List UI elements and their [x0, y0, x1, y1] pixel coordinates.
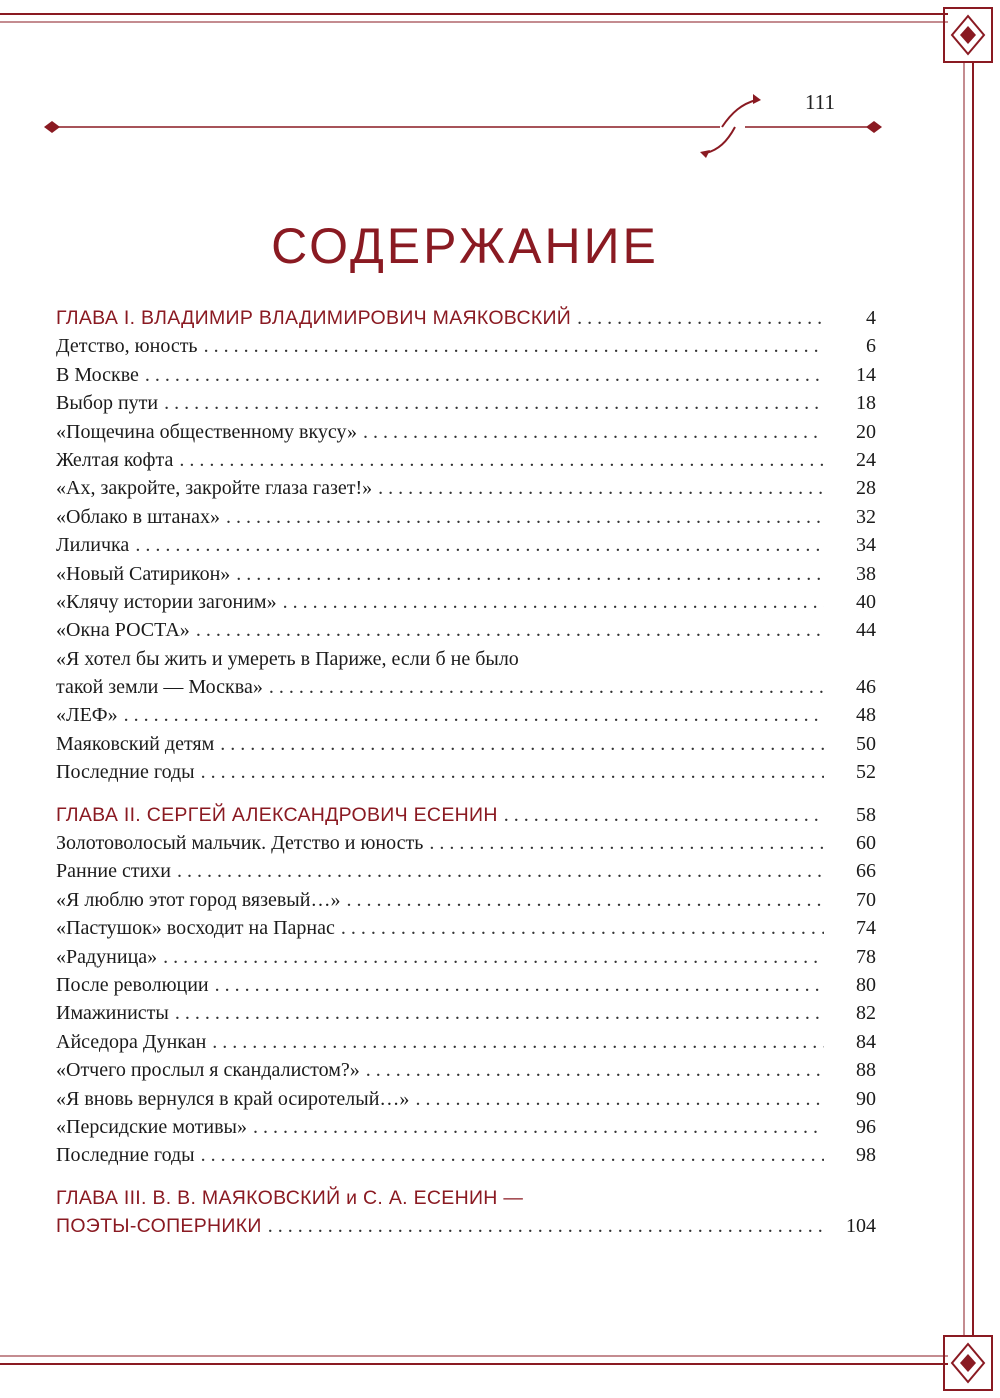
- dot-leader: [135, 531, 824, 559]
- toc-item-label: Маяковский детям: [56, 732, 215, 755]
- toc-item-label: В Москве: [56, 363, 139, 386]
- toc-item[interactable]: [56, 418, 876, 446]
- toc-item[interactable]: [56, 446, 876, 474]
- toc-item-label: «Персидские мотивы»: [56, 1115, 247, 1138]
- toc-item[interactable]: [56, 588, 876, 616]
- page-ref: 90: [856, 1087, 876, 1110]
- page-ref: 14: [856, 363, 876, 386]
- dot-leader: [145, 361, 824, 389]
- page-ref: 78: [856, 945, 876, 968]
- toc-item-label: «Пощечина общественному вкусу»: [56, 420, 358, 443]
- toc-chapter-3-line1[interactable]: ГЛАВА III. В. В. МАЯКОВСКИЙ и С. А. ЕСЕНИН —: [56, 1186, 524, 1209]
- toc-item[interactable]: [56, 943, 876, 971]
- page-ref: 58: [856, 803, 876, 826]
- page-ref: 38: [856, 562, 876, 585]
- page-ref: 48: [856, 704, 876, 727]
- page-ref: 82: [856, 1002, 876, 1025]
- toc-item[interactable]: [56, 361, 876, 389]
- section-gap: [56, 1170, 876, 1184]
- page-ref: 44: [856, 619, 876, 642]
- chapter-title: ГЛАВА II. СЕРГЕЙ АЛЕКСАНДРОВИЧ ЕСЕНИН: [56, 803, 498, 826]
- toc-item-label: «Пастушок» восходит на Парнас: [56, 917, 335, 940]
- page-ref: 60: [856, 832, 876, 855]
- toc-item-label: Детство, юность: [56, 335, 198, 358]
- toc-item[interactable]: [56, 389, 876, 417]
- page-ref: 6: [866, 335, 876, 358]
- page-ref: 74: [856, 917, 876, 940]
- toc-item[interactable]: [56, 503, 876, 531]
- dot-leader: [268, 1212, 824, 1240]
- toc-item-label: «Радуница»: [56, 945, 158, 968]
- page-ref: 4: [866, 307, 876, 329]
- toc-item[interactable]: [56, 886, 876, 914]
- dot-leader: [577, 304, 824, 332]
- page-ref: 88: [856, 1059, 876, 1082]
- dot-leader: [179, 446, 824, 474]
- page-ref: 32: [856, 505, 876, 528]
- dot-leader: [341, 914, 824, 942]
- page-ref: 46: [856, 676, 876, 699]
- dot-leader: [212, 1028, 824, 1056]
- page-ref: 80: [856, 973, 876, 996]
- dot-leader: [226, 503, 824, 531]
- toc-item[interactable]: [56, 701, 876, 729]
- toc-item-label: Ранние стихи: [56, 860, 172, 883]
- dot-leader: [204, 332, 824, 360]
- page-ref: 24: [856, 448, 876, 471]
- dot-leader: [124, 701, 824, 729]
- dot-leader: [236, 560, 824, 588]
- toc-item-label: Лиличка: [56, 534, 130, 557]
- page-ref: 70: [856, 888, 876, 911]
- toc-item-label: Золотоволосый мальчик. Детство и юность: [56, 832, 424, 855]
- page-ref: 50: [856, 732, 876, 755]
- page-number: 111: [805, 90, 835, 114]
- dot-leader: [215, 971, 824, 999]
- toc-item[interactable]: [56, 829, 876, 857]
- dot-leader: [201, 1141, 824, 1169]
- toc-item-label: «Клячу истории загоним»: [56, 590, 277, 613]
- dot-leader: [177, 857, 824, 885]
- toc-item[interactable]: [56, 474, 876, 502]
- dot-leader: [378, 474, 824, 502]
- dot-leader: [163, 943, 824, 971]
- page-ref: 84: [856, 1030, 876, 1053]
- dot-leader: [269, 673, 824, 701]
- dot-leader: [363, 418, 824, 446]
- toc-item-label: «ЛЕФ»: [56, 704, 118, 727]
- page-ref: 98: [856, 1144, 876, 1167]
- dot-leader: [220, 730, 824, 758]
- toc-item[interactable]: [56, 999, 876, 1027]
- page-ref: 104: [846, 1215, 876, 1238]
- toc-item-label: «Новый Сатирикон»: [56, 562, 231, 585]
- toc-item[interactable]: [56, 758, 876, 786]
- toc-chapter-1[interactable]: [56, 304, 876, 332]
- toc-item-label: «Я вновь вернулся в край осиротелый…»: [56, 1087, 410, 1110]
- toc-item[interactable]: [56, 914, 876, 942]
- dot-leader: [175, 999, 824, 1027]
- toc-item[interactable]: [56, 857, 876, 885]
- toc-item[interactable]: [56, 1085, 876, 1113]
- page-ref: 18: [856, 392, 876, 415]
- toc-item-label: Айседора Дункан: [56, 1030, 207, 1053]
- toc-item[interactable]: [56, 560, 876, 588]
- dot-leader: [415, 1085, 824, 1113]
- toc-item-paris[interactable]: [56, 673, 876, 701]
- toc-item[interactable]: [56, 1113, 876, 1141]
- page-ref: 40: [856, 590, 876, 613]
- section-gap: [56, 787, 876, 801]
- toc-item-label: «Отчего прослыл я скандалистом?»: [56, 1059, 360, 1082]
- toc-item[interactable]: [56, 1056, 876, 1084]
- dot-leader: [253, 1113, 824, 1141]
- dot-leader: [164, 389, 824, 417]
- toc-item-label: После революции: [56, 973, 209, 996]
- toc-item-label: Последние годы: [56, 1144, 195, 1167]
- dot-leader: [366, 1056, 824, 1084]
- toc-item[interactable]: [56, 971, 876, 999]
- page-ref: 34: [856, 534, 876, 557]
- toc-chapter-2[interactable]: [56, 801, 876, 829]
- chapter-title: ГЛАВА I. ВЛАДИМИР ВЛАДИМИРОВИЧ МАЯКОВСКИЙ: [56, 307, 572, 329]
- dot-leader: [196, 616, 824, 644]
- toc-item-label: Выбор пути: [56, 392, 159, 415]
- page-title: СОДЕРЖАНИЕ: [271, 217, 659, 274]
- page-ref: 66: [856, 860, 876, 883]
- toc-item[interactable]: [56, 531, 876, 559]
- dot-leader: [283, 588, 824, 616]
- toc-chapter-3[interactable]: [56, 1212, 876, 1240]
- toc-item[interactable]: [56, 730, 876, 758]
- toc-item-label: «Облако в штанах»: [56, 505, 220, 528]
- toc-item[interactable]: [56, 1028, 876, 1056]
- toc-item-label: Имажинисты: [56, 1002, 169, 1025]
- dot-leader: [429, 829, 824, 857]
- toc-item-label: «Окна РОСТА»: [56, 619, 190, 642]
- chapter-title: ПОЭТЫ-СОПЕРНИКИ: [56, 1215, 262, 1238]
- dot-leader: [201, 758, 824, 786]
- toc-item-paris-line1[interactable]: «Я хотел бы жить и умереть в Париже, если б не было: [56, 647, 519, 670]
- toc-item-label: «Я люблю этот город вязевый…»: [56, 888, 341, 911]
- toc-item[interactable]: [56, 616, 876, 644]
- page-ref: 52: [856, 761, 876, 784]
- dot-leader: [504, 801, 824, 829]
- toc-item-label: Желтая кофта: [56, 448, 174, 471]
- page-ref: 96: [856, 1115, 876, 1138]
- toc-item-label: «Ах, закройте, закройте глаза газет!»: [56, 477, 373, 500]
- toc-item[interactable]: [56, 332, 876, 360]
- page-ref: 20: [856, 420, 876, 443]
- toc-item[interactable]: [56, 1141, 876, 1169]
- page-ref: 28: [856, 477, 876, 500]
- table-of-contents: [56, 304, 876, 1241]
- toc-item-label: такой земли — Москва»: [56, 676, 263, 699]
- toc-item-label: Последние годы: [56, 761, 195, 784]
- dot-leader: [346, 886, 824, 914]
